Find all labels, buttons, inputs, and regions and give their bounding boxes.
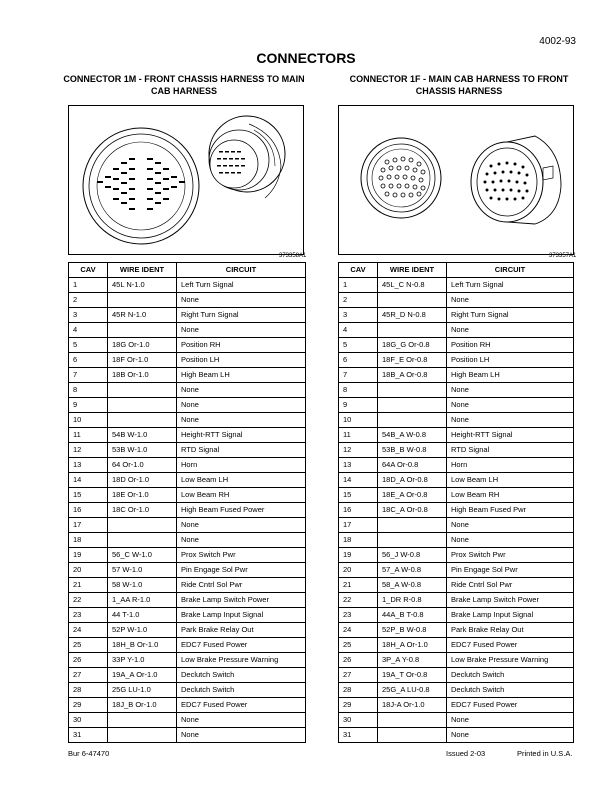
table-row <box>69 593 306 608</box>
table-row <box>339 323 574 338</box>
table-row <box>339 623 574 638</box>
table-row <box>339 428 574 443</box>
table-row <box>339 368 574 383</box>
cav-cell: 3 <box>339 308 378 323</box>
wire-ident-cell: 18E_A Or-0.8 <box>378 488 447 503</box>
table-row <box>69 503 306 518</box>
cav-cell: 16 <box>339 503 378 518</box>
circuit-cell: None <box>447 533 574 548</box>
cav-cell: 26 <box>69 653 108 668</box>
cav-cell: 16 <box>69 503 108 518</box>
wire-ident-cell: 18D Or-1.0 <box>108 473 177 488</box>
wire-ident-cell: 18G_G Or-0.8 <box>378 338 447 353</box>
circuit-cell: RTD Signal <box>177 443 306 458</box>
table-row <box>339 728 574 743</box>
cav-cell: 18 <box>69 533 108 548</box>
table-row <box>339 638 574 653</box>
cav-cell: 15 <box>339 488 378 503</box>
circuit-cell: Horn <box>447 458 574 473</box>
wire-ident-cell: 19A_A Or-1.0 <box>108 668 177 683</box>
table-row <box>69 638 306 653</box>
circuit-cell: Brake Lamp Switch Power <box>447 593 574 608</box>
circuit-cell: None <box>177 533 306 548</box>
wire-ident-cell: 18F_E Or-0.8 <box>378 353 447 368</box>
circuit-cell: Declutch Switch <box>177 683 306 698</box>
cav-cell: 13 <box>339 458 378 473</box>
circuit-cell: None <box>447 518 574 533</box>
page-title: CONNECTORS <box>256 50 356 66</box>
cav-cell: 26 <box>339 653 378 668</box>
cav-cell: 24 <box>339 623 378 638</box>
table-row <box>69 518 306 533</box>
wire-ident-cell: 45R_D N-0.8 <box>378 308 447 323</box>
wire-ident-cell <box>378 713 447 728</box>
cav-cell: 11 <box>69 428 108 443</box>
cav-cell: 17 <box>339 518 378 533</box>
cav-cell: 13 <box>69 458 108 473</box>
wire-ident-cell <box>378 728 447 743</box>
cav-cell: 12 <box>69 443 108 458</box>
circuit-cell: Position RH <box>177 338 306 353</box>
table-row <box>69 473 306 488</box>
circuit-cell: None <box>177 293 306 308</box>
wire-ident-cell: 3P_A Y-0.8 <box>378 653 447 668</box>
cav-cell: 2 <box>69 293 108 308</box>
wire-ident-cell <box>378 518 447 533</box>
circuit-cell: None <box>177 713 306 728</box>
cav-cell: 11 <box>339 428 378 443</box>
circuit-cell: High Beam Fused Pwr <box>447 503 574 518</box>
wire-ident-cell: 18C_A Or-0.8 <box>378 503 447 518</box>
table-row <box>339 578 574 593</box>
circuit-cell: Position LH <box>447 353 574 368</box>
wire-ident-cell: 52P W-1.0 <box>108 623 177 638</box>
cav-cell: 29 <box>339 698 378 713</box>
connector-1m-heading: CONNECTOR 1M - FRONT CHASSIS HARNESS TO MAIN CAB HARNESS <box>63 74 305 96</box>
table-row <box>69 398 306 413</box>
connector-1m-pin-table <box>68 262 306 743</box>
table-row <box>339 278 574 293</box>
cav-cell: 4 <box>339 323 378 338</box>
cav-cell: 28 <box>69 683 108 698</box>
table-row <box>69 308 306 323</box>
wire-ident-cell: 18B Or-1.0 <box>108 368 177 383</box>
table-row <box>339 668 574 683</box>
circuit-cell: Brake Lamp Switch Power <box>177 593 306 608</box>
circuit-cell: None <box>447 323 574 338</box>
cav-cell: 28 <box>339 683 378 698</box>
table-row <box>69 293 306 308</box>
column-header-circuit: CIRCUIT <box>447 263 574 278</box>
wire-ident-cell <box>108 383 177 398</box>
circuit-cell: None <box>447 413 574 428</box>
table-row <box>69 653 306 668</box>
column-header-cav: CAV <box>339 263 378 278</box>
circuit-cell: Position RH <box>447 338 574 353</box>
circuit-cell: Declutch Switch <box>447 668 574 683</box>
wire-ident-cell <box>108 293 177 308</box>
cav-cell: 20 <box>339 563 378 578</box>
wire-ident-cell: 1_DR R-0.8 <box>378 593 447 608</box>
wire-ident-cell: 18E Or-1.0 <box>108 488 177 503</box>
table-row <box>69 443 306 458</box>
table-row <box>69 383 306 398</box>
cav-cell: 6 <box>69 353 108 368</box>
column-header-wire-ident: WIRE IDENT <box>378 263 447 278</box>
table-row <box>69 278 306 293</box>
cav-cell: 15 <box>69 488 108 503</box>
table-row <box>339 383 574 398</box>
table-row <box>339 713 574 728</box>
table-row <box>339 488 574 503</box>
table-row <box>69 488 306 503</box>
table-row <box>69 533 306 548</box>
cav-cell: 19 <box>69 548 108 563</box>
column-header-wire-ident: WIRE IDENT <box>108 263 177 278</box>
circuit-cell: EDC7 Fused Power <box>447 638 574 653</box>
cav-cell: 27 <box>69 668 108 683</box>
cav-cell: 24 <box>69 623 108 638</box>
cav-cell: 14 <box>339 473 378 488</box>
cav-cell: 25 <box>69 638 108 653</box>
table-row <box>69 728 306 743</box>
circuit-cell: Right Turn Signal <box>447 308 574 323</box>
wire-ident-cell: 52P_B W-0.8 <box>378 623 447 638</box>
table-row <box>69 458 306 473</box>
table-header-row <box>339 263 574 278</box>
cav-cell: 29 <box>69 698 108 713</box>
circuit-cell: High Beam Fused Power <box>177 503 306 518</box>
wire-ident-cell: 25G LU-1.0 <box>108 683 177 698</box>
table-row <box>69 323 306 338</box>
wire-ident-cell <box>108 398 177 413</box>
cav-cell: 7 <box>339 368 378 383</box>
wire-ident-cell <box>378 383 447 398</box>
circuit-cell: None <box>177 398 306 413</box>
cav-cell: 10 <box>69 413 108 428</box>
table-row <box>339 593 574 608</box>
cav-cell: 23 <box>339 608 378 623</box>
wire-ident-cell <box>108 533 177 548</box>
wire-ident-cell: 56_J W-0.8 <box>378 548 447 563</box>
wire-ident-cell: 18H_A Or-1.0 <box>378 638 447 653</box>
table-row <box>69 413 306 428</box>
cav-cell: 9 <box>339 398 378 413</box>
circuit-cell: Low Beam LH <box>177 473 306 488</box>
wire-ident-cell: 64A Or-0.8 <box>378 458 447 473</box>
wire-ident-cell <box>108 323 177 338</box>
cav-cell: 17 <box>69 518 108 533</box>
wire-ident-cell: 45L_C N-0.8 <box>378 278 447 293</box>
circuit-cell: Height-RTT Signal <box>177 428 306 443</box>
table-row <box>339 683 574 698</box>
table-row <box>339 533 574 548</box>
wire-ident-cell: 1_AA R-1.0 <box>108 593 177 608</box>
connector-1f-figure-id: 373357A1 <box>549 253 577 259</box>
table-row <box>339 563 574 578</box>
cav-cell: 25 <box>339 638 378 653</box>
wire-ident-cell: 25G_A LU-0.8 <box>378 683 447 698</box>
circuit-cell: Brake Lamp Input Signal <box>447 608 574 623</box>
table-row <box>339 338 574 353</box>
circuit-cell: Prox Switch Pwr <box>447 548 574 563</box>
table-row <box>339 608 574 623</box>
wire-ident-cell: 18C Or-1.0 <box>108 503 177 518</box>
table-row <box>69 698 306 713</box>
table-row <box>339 293 574 308</box>
cav-cell: 10 <box>339 413 378 428</box>
table-row <box>339 458 574 473</box>
circuit-cell: Ride Cntrl Sol Pwr <box>177 578 306 593</box>
wire-ident-cell: 56_C W-1.0 <box>108 548 177 563</box>
table-row <box>69 428 306 443</box>
circuit-cell: Left Turn Signal <box>447 278 574 293</box>
wire-ident-cell: 53B_B W-0.8 <box>378 443 447 458</box>
wire-ident-cell: 53B W-1.0 <box>108 443 177 458</box>
circuit-cell: Position LH <box>177 353 306 368</box>
table-header-row <box>69 263 306 278</box>
wire-ident-cell: 44A_B T-0.8 <box>378 608 447 623</box>
wire-ident-cell: 18J_B Or-1.0 <box>108 698 177 713</box>
circuit-cell: Right Turn Signal <box>177 308 306 323</box>
connector-1m-figure-id: 373358A1 <box>279 253 307 259</box>
table-row <box>339 548 574 563</box>
wire-ident-cell <box>108 518 177 533</box>
cav-cell: 1 <box>69 278 108 293</box>
cav-cell: 6 <box>339 353 378 368</box>
circuit-cell: Low Beam LH <box>447 473 574 488</box>
table-row <box>339 653 574 668</box>
circuit-cell: None <box>177 383 306 398</box>
circuit-cell: Brake Lamp Input Signal <box>177 608 306 623</box>
connector-1m-illustration <box>68 105 304 255</box>
wire-ident-cell: 18H_B Or-1.0 <box>108 638 177 653</box>
table-row <box>69 368 306 383</box>
circuit-cell: None <box>447 293 574 308</box>
wire-ident-cell: 45L N-1.0 <box>108 278 177 293</box>
circuit-cell: EDC7 Fused Power <box>177 698 306 713</box>
column-header-cav: CAV <box>69 263 108 278</box>
circuit-cell: RTD Signal <box>447 443 574 458</box>
circuit-cell: None <box>447 728 574 743</box>
circuit-cell: High Beam LH <box>177 368 306 383</box>
wire-ident-cell: 44 T-1.0 <box>108 608 177 623</box>
circuit-cell: Declutch Switch <box>177 668 306 683</box>
cav-cell: 9 <box>69 398 108 413</box>
table-row <box>69 563 306 578</box>
cav-cell: 8 <box>69 383 108 398</box>
cav-cell: 18 <box>339 533 378 548</box>
wire-ident-cell <box>378 323 447 338</box>
connector-1f-illustration <box>338 105 574 255</box>
wire-ident-cell: 57 W-1.0 <box>108 563 177 578</box>
wire-ident-cell <box>378 398 447 413</box>
circuit-cell: Declutch Switch <box>447 683 574 698</box>
circuit-cell: Prox Switch Pwr <box>177 548 306 563</box>
circuit-cell: Low Beam RH <box>177 488 306 503</box>
cav-cell: 5 <box>69 338 108 353</box>
table-row <box>69 578 306 593</box>
circuit-cell: Horn <box>177 458 306 473</box>
wire-ident-cell: 18D_A Or-0.8 <box>378 473 447 488</box>
wire-ident-cell: 64 Or-1.0 <box>108 458 177 473</box>
table-row <box>69 608 306 623</box>
table-row <box>339 353 574 368</box>
table-row <box>339 308 574 323</box>
cav-cell: 7 <box>69 368 108 383</box>
wire-ident-cell: 33P Y-1.0 <box>108 653 177 668</box>
wire-ident-cell: 58 W-1.0 <box>108 578 177 593</box>
wire-ident-cell: 18F Or-1.0 <box>108 353 177 368</box>
circuit-cell: Park Brake Relay Out <box>177 623 306 638</box>
cav-cell: 21 <box>69 578 108 593</box>
cav-cell: 14 <box>69 473 108 488</box>
cav-cell: 8 <box>339 383 378 398</box>
wire-ident-cell <box>378 413 447 428</box>
footer-doc-id: Bur 6-47470 <box>68 749 110 758</box>
wire-ident-cell <box>108 728 177 743</box>
cav-cell: 1 <box>339 278 378 293</box>
wire-ident-cell <box>378 533 447 548</box>
circuit-cell: Low Brake Pressure Warning <box>177 653 306 668</box>
wire-ident-cell: 18B_A Or-0.8 <box>378 368 447 383</box>
wire-ident-cell: 45R N-1.0 <box>108 308 177 323</box>
table-row <box>69 713 306 728</box>
wire-ident-cell: 18J-A Or-1.0 <box>378 698 447 713</box>
wire-ident-cell: 57_A W-0.8 <box>378 563 447 578</box>
circuit-cell: None <box>177 518 306 533</box>
cav-cell: 21 <box>339 578 378 593</box>
circuit-cell: Low Beam RH <box>447 488 574 503</box>
table-row <box>69 623 306 638</box>
wire-ident-cell: 19A_T Or-0.8 <box>378 668 447 683</box>
table-row <box>339 398 574 413</box>
table-row <box>339 413 574 428</box>
circuit-cell: None <box>177 323 306 338</box>
column-header-circuit: CIRCUIT <box>177 263 306 278</box>
cav-cell: 30 <box>69 713 108 728</box>
table-row <box>339 503 574 518</box>
wire-ident-cell: 54B W-1.0 <box>108 428 177 443</box>
circuit-cell: Pin Engage Sol Pwr <box>447 563 574 578</box>
connector-1f-pin-table <box>338 262 574 743</box>
cav-cell: 19 <box>339 548 378 563</box>
connector-1f-heading: CONNECTOR 1F - MAIN CAB HARNESS TO FRONT CHASSIS HARNESS <box>349 74 569 96</box>
table-row <box>69 668 306 683</box>
circuit-cell: Pin Engage Sol Pwr <box>177 563 306 578</box>
table-row <box>339 518 574 533</box>
table-row <box>339 443 574 458</box>
cav-cell: 31 <box>69 728 108 743</box>
circuit-cell: None <box>177 728 306 743</box>
table-row <box>339 473 574 488</box>
cav-cell: 4 <box>69 323 108 338</box>
cav-cell: 5 <box>339 338 378 353</box>
cav-cell: 2 <box>339 293 378 308</box>
cav-cell: 22 <box>339 593 378 608</box>
table-row <box>339 698 574 713</box>
cav-cell: 20 <box>69 563 108 578</box>
cav-cell: 23 <box>69 608 108 623</box>
circuit-cell: Left Turn Signal <box>177 278 306 293</box>
wire-ident-cell: 54B_A W-0.8 <box>378 428 447 443</box>
table-row <box>69 338 306 353</box>
circuit-cell: None <box>447 713 574 728</box>
cav-cell: 12 <box>339 443 378 458</box>
footer-issued: Issued 2-03 <box>446 749 486 758</box>
wire-ident-cell: 58_A W-0.8 <box>378 578 447 593</box>
circuit-cell: EDC7 Fused Power <box>447 698 574 713</box>
footer-printed: Printed in U.S.A. <box>517 749 573 758</box>
table-row <box>69 353 306 368</box>
wire-ident-cell <box>378 293 447 308</box>
circuit-cell: Height-RTT Signal <box>447 428 574 443</box>
wire-ident-cell <box>108 713 177 728</box>
cav-cell: 30 <box>339 713 378 728</box>
page-number: 4002-93 <box>539 36 576 47</box>
table-row <box>69 548 306 563</box>
circuit-cell: Park Brake Relay Out <box>447 623 574 638</box>
circuit-cell: None <box>447 383 574 398</box>
circuit-cell: EDC7 Fused Power <box>177 638 306 653</box>
wire-ident-cell: 18G Or-1.0 <box>108 338 177 353</box>
wire-ident-cell <box>108 413 177 428</box>
circuit-cell: Ride Cntrl Sol Pwr <box>447 578 574 593</box>
circuit-cell: None <box>447 398 574 413</box>
cav-cell: 31 <box>339 728 378 743</box>
table-row <box>69 683 306 698</box>
circuit-cell: None <box>177 413 306 428</box>
circuit-cell: Low Brake Pressure Warning <box>447 653 574 668</box>
cav-cell: 3 <box>69 308 108 323</box>
cav-cell: 22 <box>69 593 108 608</box>
circuit-cell: High Beam LH <box>447 368 574 383</box>
cav-cell: 27 <box>339 668 378 683</box>
